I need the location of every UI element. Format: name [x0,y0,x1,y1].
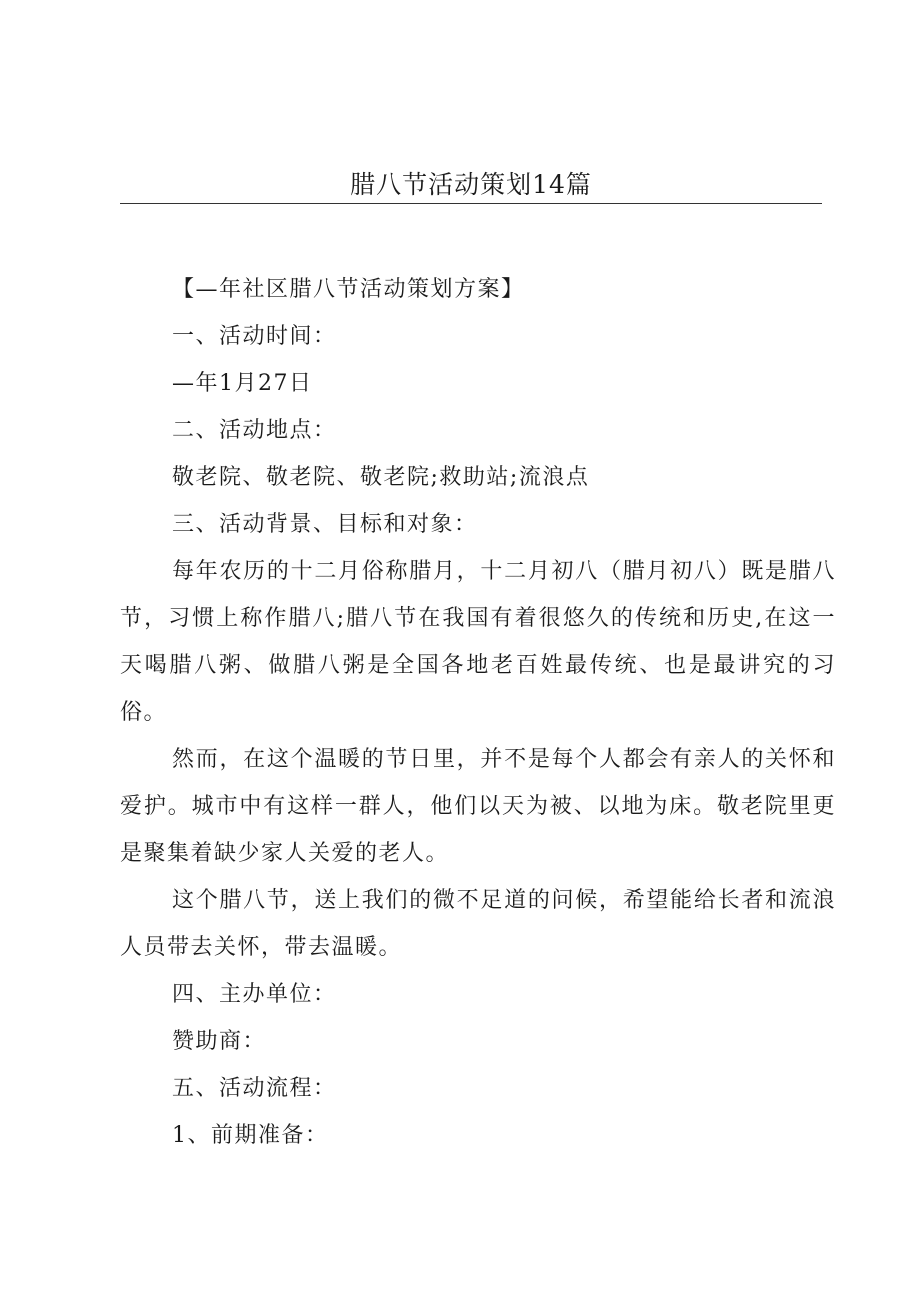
section-heading: 1、前期准备： [172,1123,329,1148]
body-line: 敬老院、敬老院、敬老院;救助站;流浪点 [172,465,590,490]
section-heading: 五、活动流程： [172,1076,337,1101]
section-heading: 一、活动时间： [172,324,337,349]
paragraph: 这个腊八节，送上我们的微不足道的问候，希望能给长者和流浪人员带去关怀，带去温暖。 [120,888,836,960]
document-title: 腊八节活动策划14篇 [350,170,592,199]
paragraph: 然而，在这个温暖的节日里，并不是每个人都会有亲人的关怀和爱护。城市中有这样一群人，他们以天为被、以地为床。敬老院里更是聚集着缺少家人关爱的老人。 [120,747,836,866]
section-heading: 【—年社区腊八节活动策划方案】 [172,277,525,302]
body-line: 赞助商： [172,1029,267,1054]
section-heading: 二、活动地点： [172,418,337,443]
document-body [120,266,836,1159]
section-heading: 四、主办单位： [172,982,337,1007]
title-underline [120,203,822,204]
paragraph: 每年农历的十二月俗称腊月，十二月初八（腊月初八）既是腊八节，习惯上称作腊八;腊八节在我国有着很悠久的传统和历史,在这一天喝腊八粥、做腊八粥是全国各地老百姓最传统、也是最讲究的习俗。 [120,559,836,725]
section-heading: 三、活动背景、目标和对象： [172,512,478,537]
body-line: —年1月27日 [172,371,313,396]
